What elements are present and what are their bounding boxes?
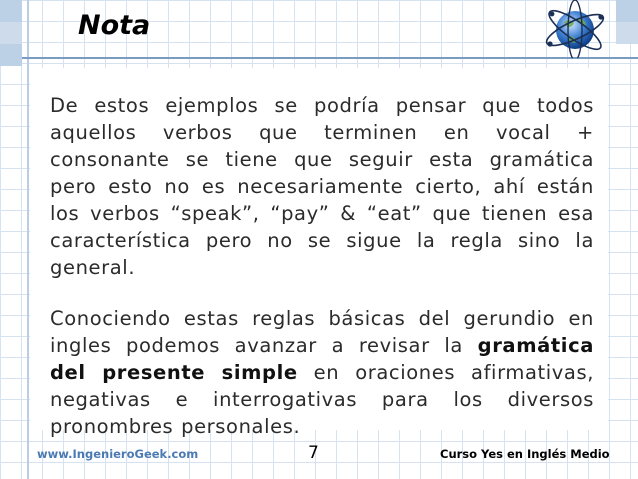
paragraph-2-end: en oraciones afirmativas, negativas e interrogativas para los diversos pronombres personales. (50, 361, 595, 438)
corner-block (0, 0, 22, 22)
page-number: 7 (308, 443, 319, 463)
paragraph-2-bold: gramática del presente simple (50, 334, 594, 384)
paragraph-2-start: Conociendo estas reglas básicas del gerundio en ingles podemos avanzar a revisar la (50, 307, 594, 357)
corner-block (0, 44, 22, 66)
corner-block (616, 0, 638, 22)
paragraph-2 (50, 305, 594, 440)
vertical-accent-line (27, 0, 29, 479)
globe-orbit-icon (540, 0, 610, 58)
corner-block (616, 22, 638, 44)
slide-title: Nota (78, 10, 151, 41)
website-link[interactable]: www.IngenieroGeek.com (37, 447, 199, 461)
paragraph-1: De estos ejemplos se podría pensar que todos aquellos verbos que terminen en vocal + consonante se tiene que seguir esta gramática pero esto no es necesariamente cierto, ahí están los verbos “speak”, “pay” & “eat” que tienen esa característica pero no se sigue la regla sino la general. (50, 94, 594, 279)
corner-block (0, 22, 22, 44)
course-name: Curso Yes en Inglés Medio (440, 447, 610, 461)
